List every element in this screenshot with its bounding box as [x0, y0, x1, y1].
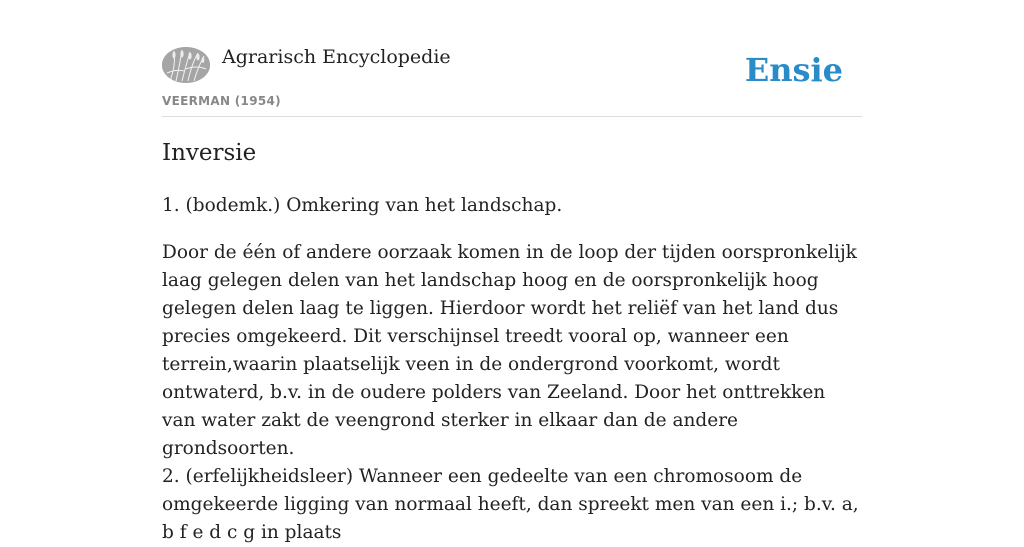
entry-paragraph: 1. (bodemk.) Omkering van het landschap.	[162, 195, 563, 216]
entry-title: Inversie	[162, 140, 257, 166]
header	[162, 0, 862, 117]
page	[162, 0, 862, 543]
entry-paragraph: 2. (erfelijkheidsleer) Wanneer een gedeelte van een chromosoom de omgekeerde ligging van normaal heeft, dan spreekt men van een i.; b.v. a, b f e d c g in plaats	[162, 466, 859, 543]
book-author-year: VEERMAN (1954)	[162, 94, 281, 108]
entry-paragraph: Door de één of andere oorzaak komen in de loop der tijden oorspronkelijk laag gelegen delen van het landschap hoog en de oorspronkelijk hoog gelegen delen laag te liggen. Hierdoor wordt het reliëf van het land dus precies omgekeerd. Dit verschijnsel treedt vooral op, wanneer een terrein,waarin plaatselijk veen in de ondergrond voorkomt, wordt ontwaterd, b.v. in de oudere polders van Zeeland. Door het onttrekken van water zakt de veengrond sterker in elkaar dan de andere grondsoorten.	[162, 242, 857, 459]
brand-logo[interactable]: Ensie	[744, 51, 843, 89]
book-title[interactable]: Agrarisch Encyclopedie	[222, 46, 451, 68]
wheat-engraving-icon[interactable]	[162, 47, 210, 83]
